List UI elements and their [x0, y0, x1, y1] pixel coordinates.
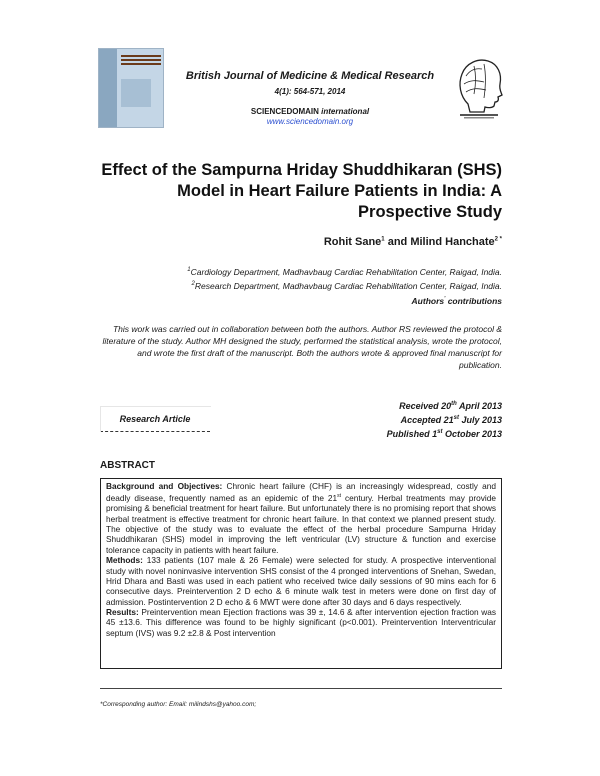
journal-cover-thumbnail [98, 48, 164, 128]
article-dates [387, 398, 502, 440]
cover-band [99, 49, 117, 127]
affiliations [82, 264, 502, 292]
affiliation-1: $^1$Cardiology Department, Madhavbaug Cardiac Rehabilitation Center, Raigad, India. [187, 266, 502, 277]
received-date: Received 20th April 2013 [399, 401, 502, 411]
article-title: Effect of the Sampurna Hriday Shuddhikaran (SHS) Model in Heart Failure Patients in India: A Prospective Study [101, 161, 502, 221]
website-link[interactable]: www.sciencedomain.org [266, 117, 354, 126]
author-1-sup: 1 [381, 236, 385, 243]
accepted-date: Accepted 21st July 2013 [400, 415, 502, 425]
abstract-results: Results: Preintervention mean Ejection fractions was 39 ±, 14.6 & after intervention ejection fraction was 45 ±13.6. This difference was found to be highly significant (p<0.001). Preintervention Interventricular septum (IVS) was 9.2 ±2.8 & Post intervention [106, 606, 496, 638]
author-2: Milind Hanchate [410, 236, 495, 248]
publisher-name: SCIENCEDOMAIN [250, 107, 319, 116]
abstract-box [100, 478, 502, 669]
affiliation-2: $^2$Research Department, Madhavbaug Cardiac Rehabilitation Center, Raigad, India. [191, 280, 502, 291]
article-type-badge [100, 406, 210, 432]
head-profile-logo-icon [454, 54, 504, 120]
cover-header-lines [121, 55, 161, 69]
journal-issue: 4(1): 564-571, 2014 [274, 87, 346, 96]
abstract-methods: Methods: 133 patients (107 male & 26 Female) were selected for study. A prospective interventional study with novel noninvasive intervention SHS consist of the 4 pronged interventions of Snehan, Swedan, Hrid Dhara and Basti was used in each patient who received twice daily sessions of 90 mins each for 6 consecutive days. Preintervention 2 D echo & 6 minute walk test in meters were done on first day of admission. Postintervention 2 D echo & 6 MWT were done after 30 days and 6 days respectively. [106, 555, 496, 607]
publisher [170, 107, 450, 116]
corresponding-author-footnote: *Corresponding author: Email: milindshs@yahoo.com; [100, 701, 257, 708]
author-2-sup: 2 * [494, 236, 502, 243]
cover-graphic [121, 79, 151, 107]
journal-name: British Journal of Medicine & Medical Research [185, 70, 435, 82]
abstract-background: Background and Objectives: Chronic heart failure (CHF) is an increasingly widespread, costly and deadly disease, frequently named as an epidemic of the 21st century. Herbal treatments may provide promising & beneficial treatment for heart failure. But unfortunately there is no promising report that shows herbal treatment is effective treatment for chronic heart failure. In that context we planned present study. The objective of the study was to evaluate the effect of the herbal procedure Sampurna Hriday Shuddhikaran (SHS) model in improving the left ventricular (LV) structure & function and exercise tolerance capacity in patients with heart failure. [106, 481, 497, 555]
published-date: Published 1st October 2013 [386, 429, 502, 439]
contributions-heading: Authors' contributions [411, 296, 502, 306]
author-joiner: and [384, 236, 411, 248]
author-line [324, 236, 502, 248]
footnote-separator [100, 688, 502, 689]
contributions-text: This work was carried out in collaboration between both the authors. Author RS reviewed the protocol & literature of the study. Author MH designed the study, performed the statistical analysis, wrote the protocol, and wrote the first draft of the manuscript. Both the authors wrote & approved final manuscript for publication. [102, 324, 502, 370]
article-type-label: Research Article [119, 413, 191, 424]
journal-header [170, 70, 450, 126]
author-1: Rohit Sane [323, 236, 382, 248]
publisher-suffix: international [318, 107, 370, 116]
abstract-heading: ABSTRACT [100, 460, 155, 471]
